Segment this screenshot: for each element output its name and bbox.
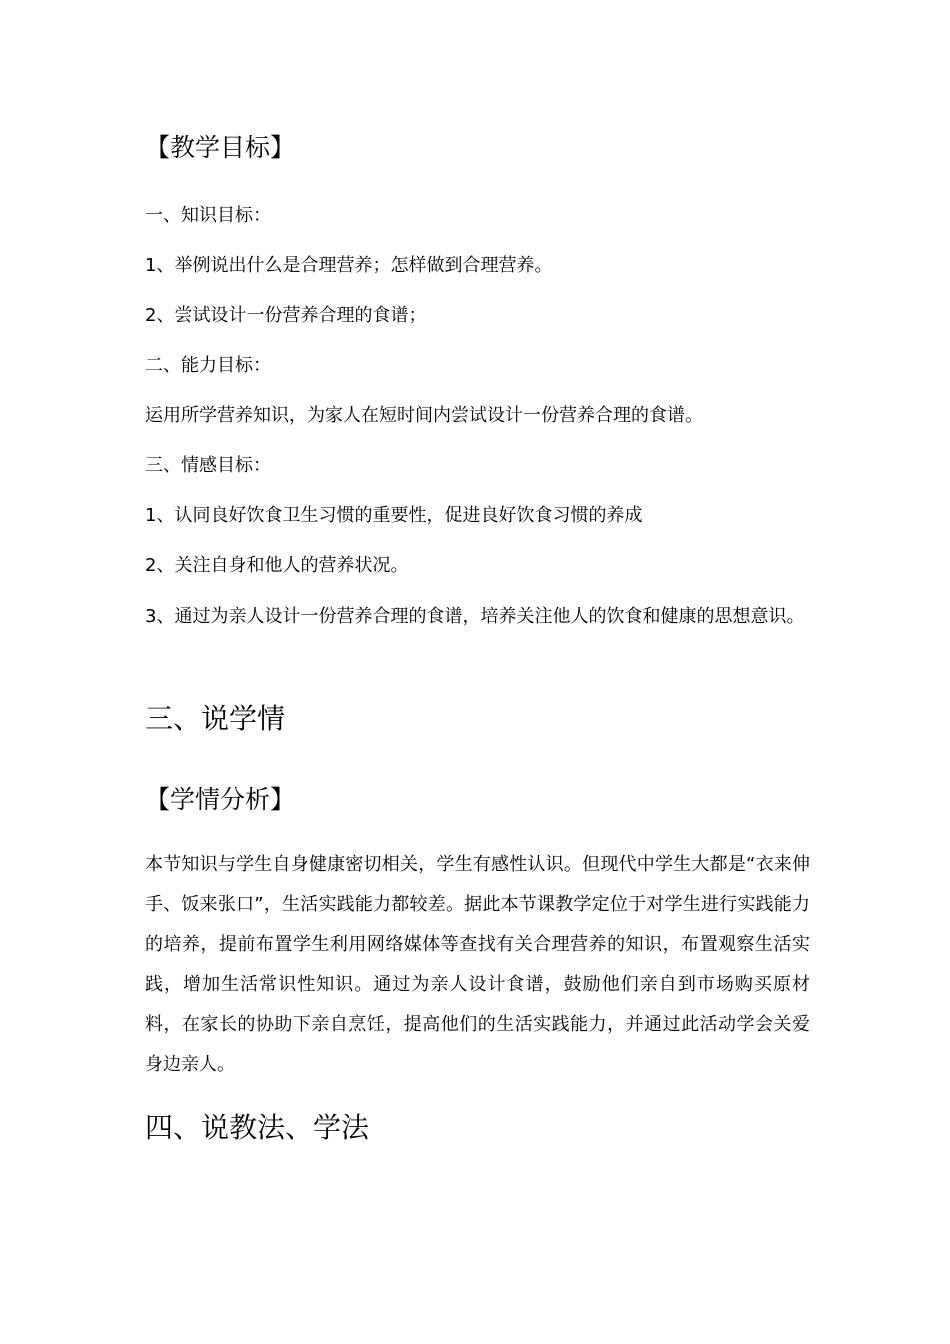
section-3-title: 三、说学情 [145,702,286,735]
emotion-item-2: 2、关注自身和他人的营养状况。 [145,555,409,576]
student-analysis-heading: 【学情分析】 [145,785,296,814]
knowledge-objective-title: 一、知识目标： [145,205,271,226]
knowledge-item-1: 1、举例说出什么是合理营养；怎样做到合理营养。 [145,255,553,276]
knowledge-item-2: 2、尝试设计一份营养合理的食谱； [145,305,427,326]
section-4-title: 四、说教法、学法 [145,1111,370,1144]
emotion-objective-title: 三、情感目标： [145,455,271,476]
emotion-item-1: 1、认同良好饮食卫生习惯的重要性，促进良好饮食习惯的养成 [145,505,643,526]
ability-objective-title: 二、能力目标： [145,355,271,376]
student-analysis-paragraph: 本节知识与学生自身健康密切相关，学生有感性认识。但现代中学生大都是“衣来伸手、饭来张口”，生活实践能力都较差。据此本节课教学定位于对学生进行实践能力的培养，提前布置学生利用网络媒体等查找有关合理营养的知识，布置观察生活实践，增加生活常识性知识。通过为亲人设计食谱，鼓励他们亲自到市场购买原材料，在家长的协助下亲自烹饪，提高他们的生活实践能力，并通过此活动学会关爱身边亲人。 [145,854,810,1075]
ability-objective-text: 运用所学营养知识，为家人在短时间内尝试设计一份营养合理的食谱。 [145,405,703,426]
teaching-objectives-heading: 【教学目标】 [145,133,296,162]
emotion-item-3: 3、通过为亲人设计一份营养合理的食谱，培养关注他人的饮食和健康的思想意识。 [145,606,805,627]
